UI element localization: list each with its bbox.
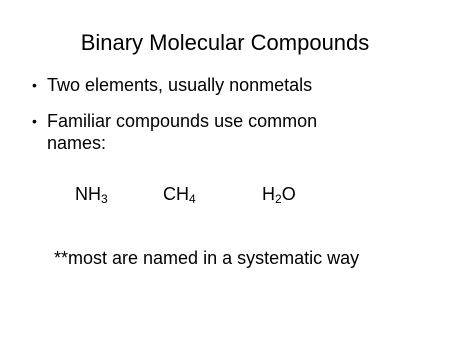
bullet-item: [32, 74, 432, 96]
bullet-list: [32, 74, 432, 168]
formula-h2o: [262, 180, 296, 213]
bullet-text: Two elements, usually nonmetals: [47, 75, 313, 95]
formula-symbol: NH: [75, 184, 101, 204]
formula-subscript: 3: [101, 192, 108, 206]
bullet-icon: •: [32, 113, 37, 129]
formula-subscript: 4: [189, 192, 196, 206]
footnote: **most are named in a systematic way: [54, 248, 360, 268]
formula-row: [0, 180, 450, 208]
formula-ch4: [163, 180, 196, 213]
formula-subscript: 2: [275, 192, 282, 206]
formula-symbol: CH: [163, 184, 189, 204]
bullet-item: [32, 110, 432, 154]
formula-symbol: O: [281, 184, 296, 204]
bullet-icon: •: [32, 77, 37, 93]
formula-nh3: [75, 180, 108, 213]
bullet-text: Familiar compounds use common names:: [47, 111, 318, 153]
slide-title: Binary Molecular Compounds: [80, 30, 370, 55]
formula-symbol: H: [262, 184, 275, 204]
